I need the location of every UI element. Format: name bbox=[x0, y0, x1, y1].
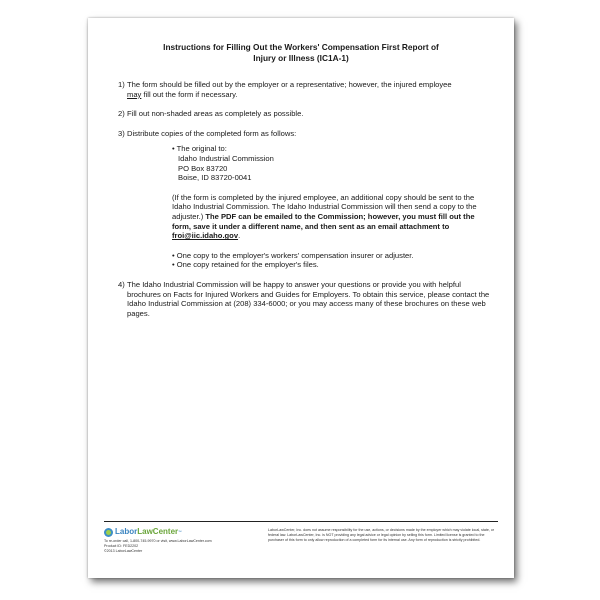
logo-icon bbox=[104, 528, 113, 537]
mailing-address bbox=[172, 144, 490, 182]
instructions-body bbox=[118, 80, 490, 328]
address-line-2: PO Box 83720 bbox=[178, 163, 228, 173]
footer-divider bbox=[104, 521, 498, 522]
logo-text-labor: Labor bbox=[115, 527, 138, 537]
instruction-item-3 bbox=[118, 129, 490, 270]
underlined-may: may bbox=[127, 89, 142, 99]
footer-left bbox=[104, 528, 264, 553]
item-text bbox=[127, 129, 490, 270]
item-1-text-a: The form should be filled out by the employer or a representative; however, the injured employee bbox=[127, 80, 452, 89]
item-number: 2) bbox=[118, 109, 125, 119]
item-text: The Idaho Industrial Commission will be happy to answer your questions or provide you with helpful brochures on Facts for Injured Workers and Guides for Employers. To obtain this service, please contact the Idaho Industrial Commission at (208) 334-6000; or you may access many of these brochures on these web pages. bbox=[127, 279, 490, 318]
instruction-item-1 bbox=[118, 80, 490, 99]
item-text: Fill out non-shaded areas as completely as possible. bbox=[127, 109, 304, 119]
distribution-details bbox=[172, 144, 490, 270]
address-line-3: Boise, ID 83720-0041 bbox=[178, 173, 252, 183]
logo-trademark: ™ bbox=[178, 530, 182, 535]
item-number: 3) bbox=[118, 128, 125, 138]
bullet-employer-files: • One copy retained for the employer's files. bbox=[172, 260, 319, 270]
document-page bbox=[88, 18, 514, 578]
bullet-insurer: • One copy to the employer's workers' compensation insurer or adjuster. bbox=[172, 250, 414, 260]
copy-bullets bbox=[172, 251, 490, 270]
note-bold: The PDF can be emailed to the Commission; however, you must fill out the form, save it under a different name, and then sent as an email attachment to bbox=[172, 211, 475, 231]
email-link[interactable]: froi@iic.idaho.gov bbox=[172, 231, 239, 241]
instruction-item-4 bbox=[118, 280, 490, 318]
title-line-1: Instructions for Filling Out the Workers' Compensation First Report of bbox=[163, 42, 439, 52]
address-intro: • The original to: bbox=[172, 144, 227, 154]
instruction-item-2 bbox=[118, 109, 490, 119]
item-3-text: Distribute copies of the completed form as follows: bbox=[127, 128, 297, 138]
logo-text-lawcenter: LawCenter bbox=[137, 527, 179, 537]
address-line-1: Idaho Industrial Commission bbox=[178, 153, 274, 163]
disclaimer-text: LaborLawCenter, Inc. does not assume responsibility for the use, actions, or decisions made by the employer which may violate local, state, or federal law. LaborLawCenter, Inc. is NOT providing any legal advice or legal opinion by selling this form. Limited license is granted to the purchaser of this form to only allow reproduction of a completed form for its internal use. Any form of reproduction is strictly prohibited. bbox=[268, 528, 495, 542]
item-number: 1) bbox=[118, 80, 125, 89]
email-note bbox=[172, 193, 490, 241]
item-text bbox=[127, 80, 490, 99]
product-id: Product ID: FED2202 bbox=[104, 543, 139, 548]
note-normal: (If the form is completed by the injured employee, an additional copy should be sent to the Idaho Industrial Commission. The Idaho Industrial Commission will then send a copy to the adjuster.) bbox=[172, 192, 477, 221]
document-title bbox=[88, 42, 514, 63]
reorder-line: To re-order call, 1-800-745-9970 or visit, www.LaborLawCenter.com bbox=[104, 539, 212, 543]
item-number: 4) bbox=[118, 279, 125, 289]
note-end: . bbox=[238, 231, 241, 241]
laborlawcenter-logo bbox=[104, 528, 264, 537]
copyright: ©2013 LaborLawCenter bbox=[104, 548, 143, 553]
item-1-text-b: fill out the form if necessary. bbox=[141, 89, 238, 99]
title-line-2: Injury or Illness (IC1A-1) bbox=[253, 52, 349, 63]
footer-disclaimer bbox=[268, 528, 498, 542]
